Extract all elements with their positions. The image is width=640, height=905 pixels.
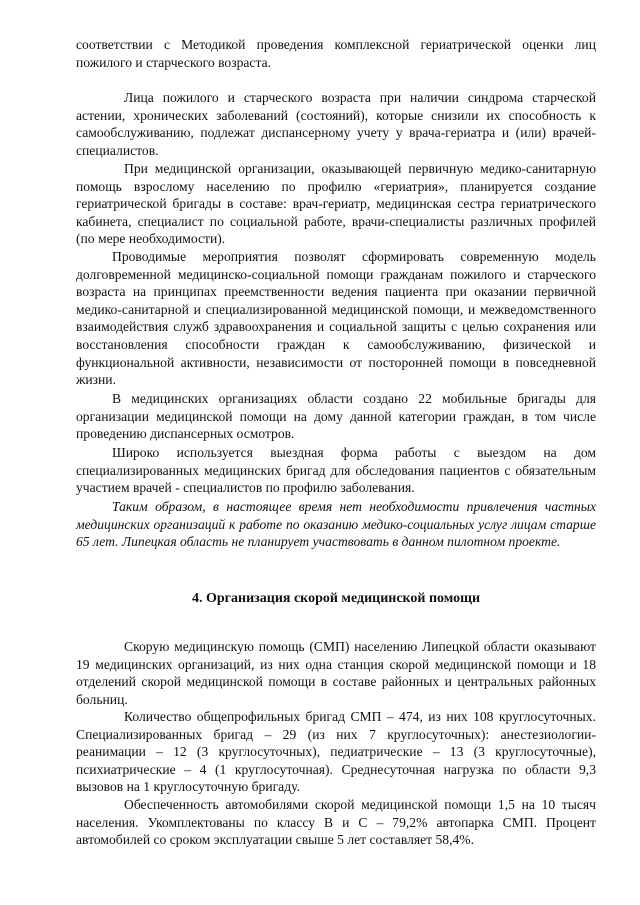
paragraph-methodology: соответствии с Методикой проведения комплексной гериатрической оценки лиц пожилого и старческого возраста.	[76, 37, 596, 70]
paragraph-geriatric-team: При медицинской организации, оказывающей первичную медико-санитарную помощь взрослому населению по профилю «гериатрия», планируется создание гериатрической бригады в составе: врач-гериатр, медицинская сестра гериатрического кабинета, специалист по социальной работе, врачи-специалисты различных профилей (по мере необходимости).	[76, 161, 596, 247]
paragraph-smp-teams: Количество общепрофильных бригад СМП – 474, из них 108 круглосуточных. Специализированных бригад – 29 (из них 7 круглосуточных): анестезиологии-реанимации – 12 (3 круглосуточных), педиатрические – 13 (3 круглосуточные), психиатрические – 4 (1 круглосуточная). Среднесуточная нагрузка по области 9,3 вызовов на 1 круглосуточную бригаду.	[76, 709, 596, 795]
section-heading: 4. Организация скорой медицинской помощи	[191, 591, 481, 606]
paragraph-smp-vehicles: Обеспеченность автомобилями скорой медицинской помощи 1,5 на 10 тысяч населения. Укомплектованы по классу B и C – 79,2% автопарка СМП. Процент автомобилей со сроком эксплуатации свыше 5 лет составляет 58,4%.	[76, 797, 596, 848]
paragraph-outreach: Широко используется выездная форма работы с выездом на дом специализированных медицинских бригад для обследования пациентов с обязательным участием врачей - специалистов по профилю заболевания.	[76, 445, 596, 496]
paragraph-smp-orgs: Скорую медицинскую помощь (СМП) населению Липецкой области оказывают 19 медицинских организаций, из них одна станция скорой медицинской помощи и 18 отделений скорой медицинской помощи в составе районных и центральных районных больниц.	[76, 639, 596, 707]
paragraph-model: Проводимые мероприятия позволят сформировать современную модель долговременной медицинско-социальной помощи гражданам пожилого и старческого возраста на принципах преемственности ведения пациента при оказании первичной медико-санитарной и специализированной медицинской помощи, и межведомственного взаимодействия служб здравоохранения и социальной защиты с целью сохранения или восстановления способности граждан к самообслуживанию, физической и функциональной активности, независимости от посторонней помощи в повседневной жизни.	[76, 249, 596, 388]
paragraph-dispensary: Лица пожилого и старческого возраста при наличии синдрома старческой астении, хронических заболеваний (состояний), которые снизили их способность к самообслуживанию, подлежат диспансерному учету у врача-гериатра и (или) врачей-специалистов.	[76, 90, 596, 158]
paragraph-mobile-teams: В медицинских организациях области создано 22 мобильные бригады для организации медицинской помощи на дому данной категории граждан, в том числе проведению диспансерных осмотров.	[76, 391, 596, 442]
paragraph-conclusion: Таким образом, в настоящее время нет необходимости привлечения частных медицинских организаций к работе по оказанию медико-социальных услуг лицам старше 65 лет. Липецкая область не планирует участвовать в данном пилотном проекте.	[76, 499, 596, 550]
